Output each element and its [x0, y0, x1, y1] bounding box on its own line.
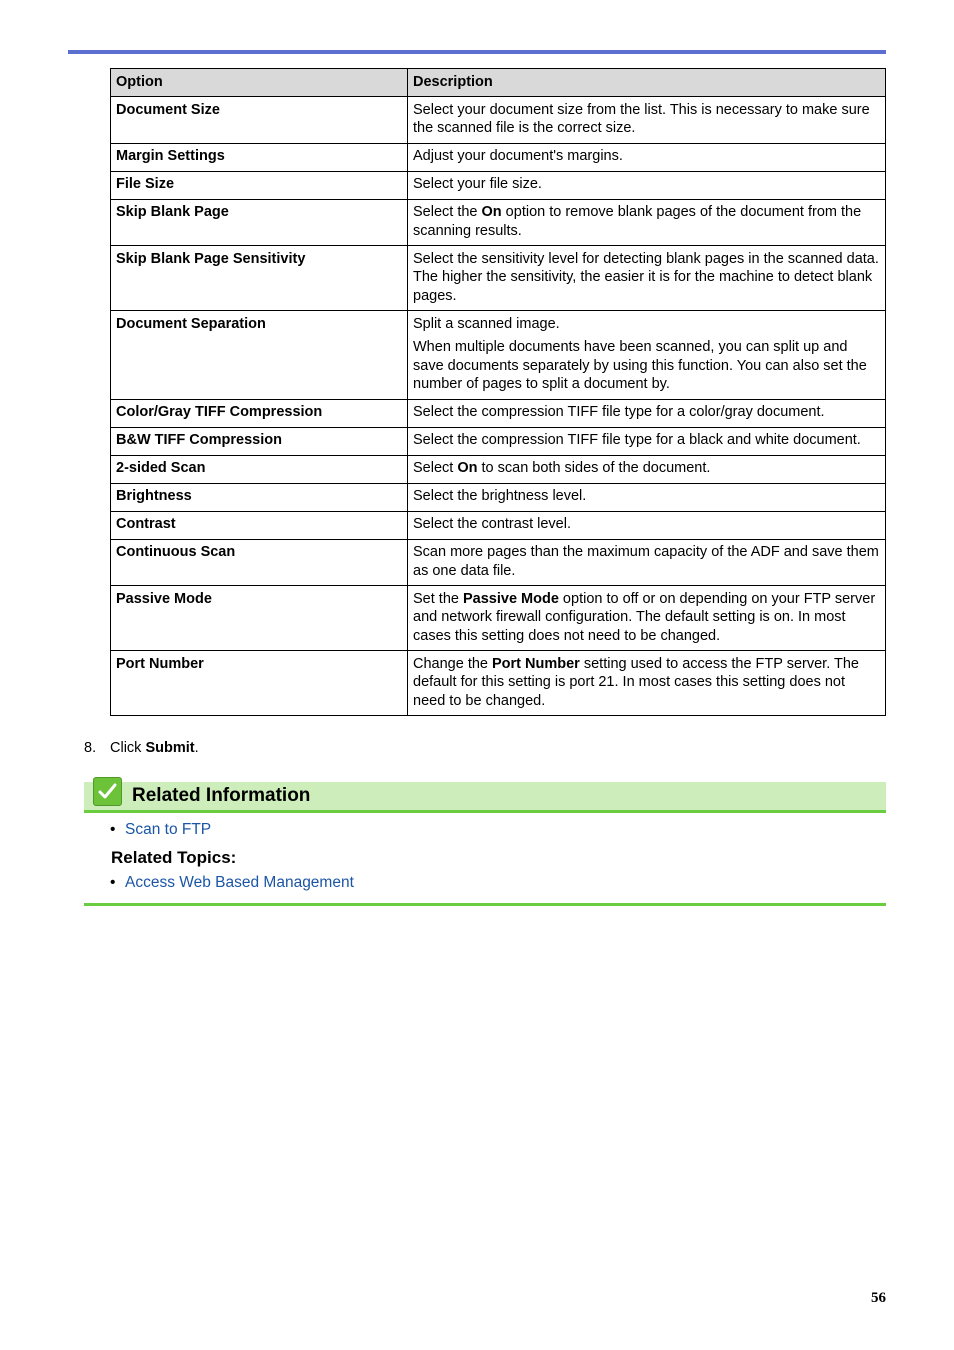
related-topics-title: Related Topics:: [111, 848, 237, 867]
description-cell: Scan more pages than the maximum capacity of the ADF and save them as one data file.: [408, 539, 886, 586]
description-cell: Select your file size.: [408, 171, 886, 199]
bullet: •: [110, 821, 116, 838]
description-cell: Select the On option to remove blank pages of the document from the scanning results.: [408, 199, 886, 246]
table-row: [111, 511, 886, 539]
option-cell: Skip Blank Page Sensitivity: [111, 246, 408, 311]
description-cell: Select your document size from the list. This is necessary to make sure the scanned file is the correct size.: [408, 97, 886, 144]
bullet: •: [110, 874, 116, 891]
table-row: [111, 427, 886, 455]
table-row: [111, 246, 886, 311]
table-row: [111, 483, 886, 511]
top-rule: [68, 50, 886, 54]
option-cell: Document Size: [111, 97, 408, 144]
option-cell: 2-sided Scan: [111, 455, 408, 483]
description-cell: Set the Passive Mode option to off or on depending on your FTP server and network firewall configuration. The default setting is on. In most cases this setting does not need to be changed.: [408, 586, 886, 651]
description-cell: Select the brightness level.: [408, 483, 886, 511]
description-cell: Change the Port Number setting used to access the FTP server. The default for this setting is port 21. In most cases this setting does not need to be changed.: [408, 651, 886, 716]
table-row: [111, 399, 886, 427]
step-8: 8. Click Submit.: [84, 740, 199, 756]
related-information-banner: [84, 782, 886, 813]
page-number: 56: [871, 1290, 886, 1306]
table-row: [111, 199, 886, 246]
option-cell: Passive Mode: [111, 586, 408, 651]
table-row: [111, 651, 886, 716]
checkmark-icon: [93, 777, 122, 806]
access-web-based-management-link[interactable]: Access Web Based Management: [125, 874, 354, 891]
description-cell: Select the sensitivity level for detecting blank pages in the scanned data. The higher the sensitivity, the easier it is for the machine to detect blank pages.: [408, 246, 886, 311]
step-submit-label: Submit: [145, 740, 195, 756]
description-cell: Select On to scan both sides of the document.: [408, 455, 886, 483]
table-row: [111, 586, 886, 651]
description-cell: Select the compression TIFF file type for a color/gray document.: [408, 399, 886, 427]
table-row: [111, 311, 886, 400]
option-cell: B&W TIFF Compression: [111, 427, 408, 455]
option-cell: Brightness: [111, 483, 408, 511]
option-cell: Skip Blank Page: [111, 199, 408, 246]
table-row: [111, 171, 886, 199]
option-cell: Document Separation: [111, 311, 408, 400]
bottom-rule: [84, 903, 886, 906]
option-cell: Port Number: [111, 651, 408, 716]
table-row: [111, 539, 886, 586]
step-text-pre: Click: [110, 740, 146, 756]
description-cell: Select the compression TIFF file type for a black and white document.: [408, 427, 886, 455]
option-cell: Margin Settings: [111, 143, 408, 171]
table-row: [111, 455, 886, 483]
related-link-item: [110, 820, 211, 839]
table-row: [111, 143, 886, 171]
scan-to-ftp-link[interactable]: Scan to FTP: [125, 821, 212, 838]
description-cell: Split a scanned image. When multiple documents have been scanned, you can split up and save documents separately by using this function. You can also set the number of pages to split a document by.: [408, 311, 886, 400]
options-table: [110, 68, 886, 716]
table-row: [111, 97, 886, 144]
step-number: 8.: [84, 740, 97, 756]
related-topic-item: [110, 873, 354, 892]
option-cell: Contrast: [111, 511, 408, 539]
header-description: Description: [408, 69, 886, 97]
header-option: Option: [111, 69, 408, 97]
option-cell: Color/Gray TIFF Compression: [111, 399, 408, 427]
description-cell: Adjust your document's margins.: [408, 143, 886, 171]
related-information-title: Related Information: [132, 785, 311, 806]
option-cell: File Size: [111, 171, 408, 199]
option-cell: Continuous Scan: [111, 539, 408, 586]
table-header-row: [111, 69, 886, 97]
description-cell: Select the contrast level.: [408, 511, 886, 539]
